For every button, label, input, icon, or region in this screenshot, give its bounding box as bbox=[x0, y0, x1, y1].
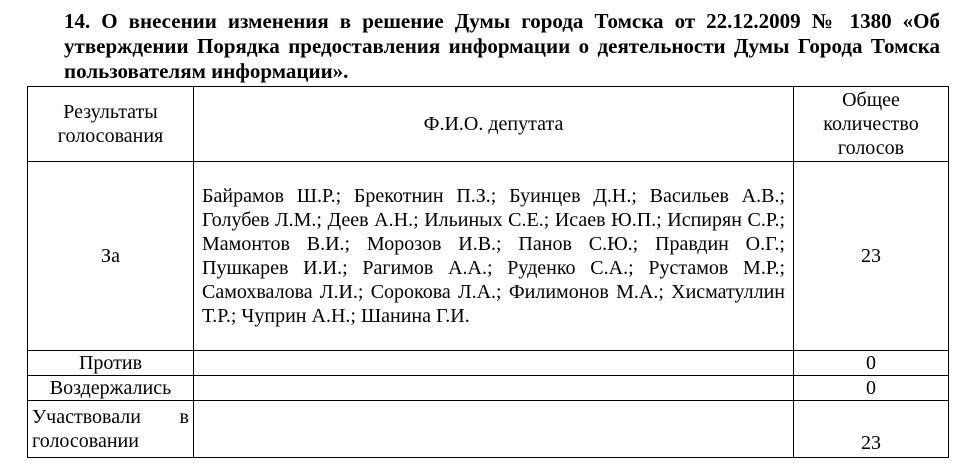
result-label: Воздержались bbox=[28, 376, 194, 401]
table-row bbox=[28, 376, 949, 401]
agenda-item-heading: 14. О внесении изменения в решение Думы города Томска от 22.12.2009 № 1380 «Об утверждении Порядка предоставления информации о деятельности Думы Города Томска пользователям информации». bbox=[64, 9, 940, 83]
result-label: За bbox=[28, 162, 194, 351]
table-row bbox=[28, 401, 949, 458]
header-results: Результаты голосования bbox=[28, 87, 194, 162]
vote-count: 0 bbox=[794, 376, 949, 401]
table-row bbox=[28, 162, 949, 351]
deputy-list: Байрамов Ш.Р.; Брекотнин П.З.; Буинцев Д.Н.; Васильев А.В.; Голубев Л.М.; Деев А.Н.; Ильиных С.Е.; Исаев Ю.П.; Испирян С.Р.; Мамонтов В.И.; Морозов И.В.; Панов С.Ю.; Правдин О.Г.; Пушкарев И.И.; Рагимов А.А.; Руденко С.А.; Рустамов М.Р.; Самохвалова Л.И.; Сорокова Л.А.; Филимонов М.А.; Хисматуллин Т.Р.; Чуприн А.Н.; Шанина Г.И. bbox=[194, 162, 794, 351]
vote-count: 23 bbox=[794, 401, 949, 458]
deputy-list bbox=[194, 351, 794, 376]
deputy-list bbox=[194, 401, 794, 458]
header-total: Общее количество голосов bbox=[794, 87, 949, 162]
vote-count: 0 bbox=[794, 351, 949, 376]
result-label: Участвовали в голосовании bbox=[28, 401, 194, 458]
table-header-row bbox=[28, 87, 949, 162]
voting-results-table bbox=[27, 86, 949, 458]
table-row bbox=[28, 351, 949, 376]
deputy-list bbox=[194, 376, 794, 401]
vote-count: 23 bbox=[794, 162, 949, 351]
result-label: Против bbox=[28, 351, 194, 376]
header-deputy: Ф.И.О. депутата bbox=[194, 87, 794, 162]
